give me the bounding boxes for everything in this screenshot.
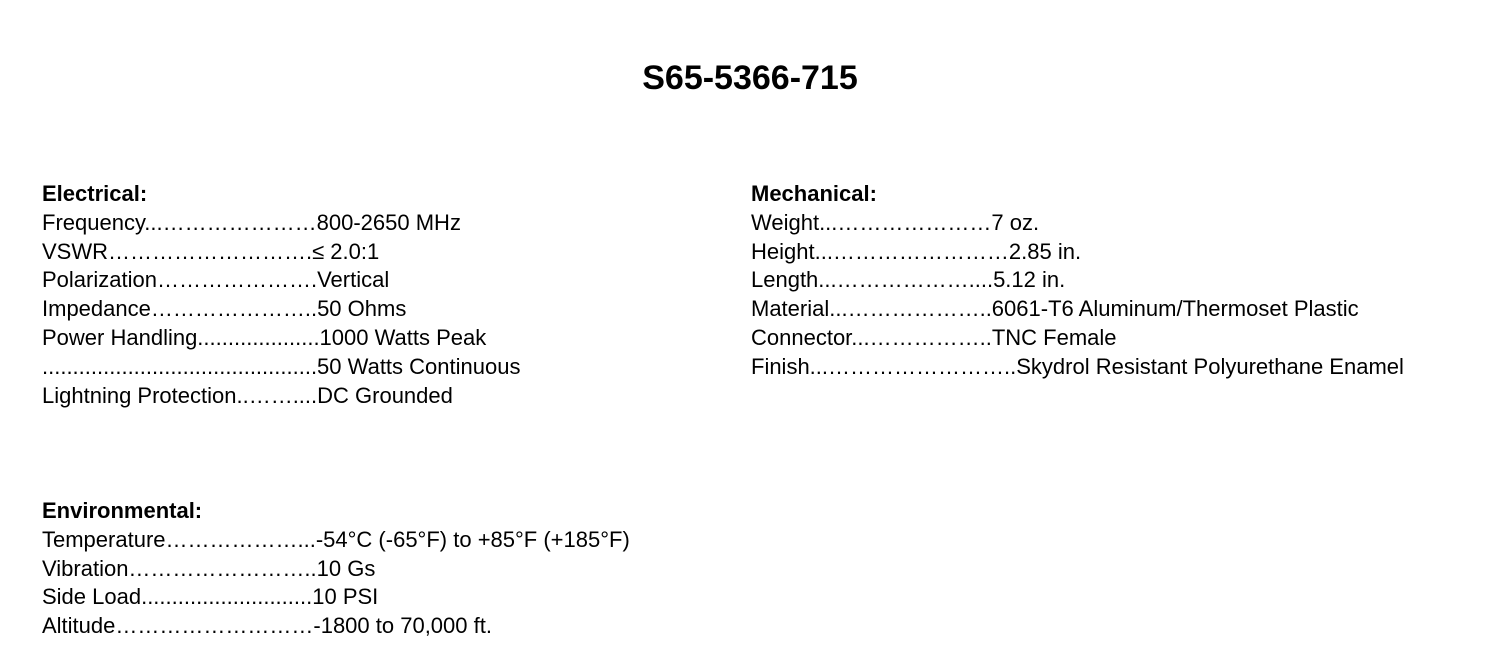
spec-height: Height...……………………2.85 in. (751, 238, 1082, 264)
environmental-section (42, 497, 630, 641)
spec-material: Material...………………..6061-T6 Aluminum/Thermoset Plastic (751, 296, 1359, 322)
mechanical-heading: Mechanical: (751, 181, 877, 206)
spec-power-handling: Power Handling....................1000 Watts Peak (42, 324, 487, 350)
spec-weight: Weight...…………………7 oz. (751, 209, 1040, 235)
spec-temperature: Temperature………………...-54°C (-65°F) to +85°F (+185°F) (42, 526, 630, 552)
electrical-section (42, 180, 520, 410)
spec-vibration: Vibration……………………..10 Gs (42, 555, 376, 581)
spec-frequency: Frequency...…………………800-2650 MHz (42, 209, 461, 235)
spec-power-continuous: .............................................50 Watts Continuous (42, 353, 521, 379)
spec-length: Length...………………....5.12 in. (751, 267, 1066, 293)
spec-altitude: Altitude………………………-1800 to 70,000 ft. (42, 613, 492, 639)
environmental-heading: Environmental: (42, 498, 203, 523)
electrical-heading: Electrical: (42, 181, 148, 206)
spec-connector: Connector...……………..TNC Female (751, 324, 1117, 350)
mechanical-section (751, 180, 1404, 382)
document-title: S65-5366-715 (642, 59, 858, 97)
spec-polarization: Polarization………………….Vertical (42, 267, 390, 293)
spec-lightning-protection: Lightning Protection..……....DC Grounded (42, 382, 453, 408)
spec-side-load: Side Load............................10 PSI (42, 584, 379, 610)
spec-impedance: Impedance…………………..50 Ohms (42, 296, 407, 322)
spec-vswr: VSWR……………………….≤ 2.0:1 (42, 238, 380, 264)
spec-finish: Finish...……………………..Skydrol Resistant Polyurethane Enamel (751, 353, 1404, 379)
